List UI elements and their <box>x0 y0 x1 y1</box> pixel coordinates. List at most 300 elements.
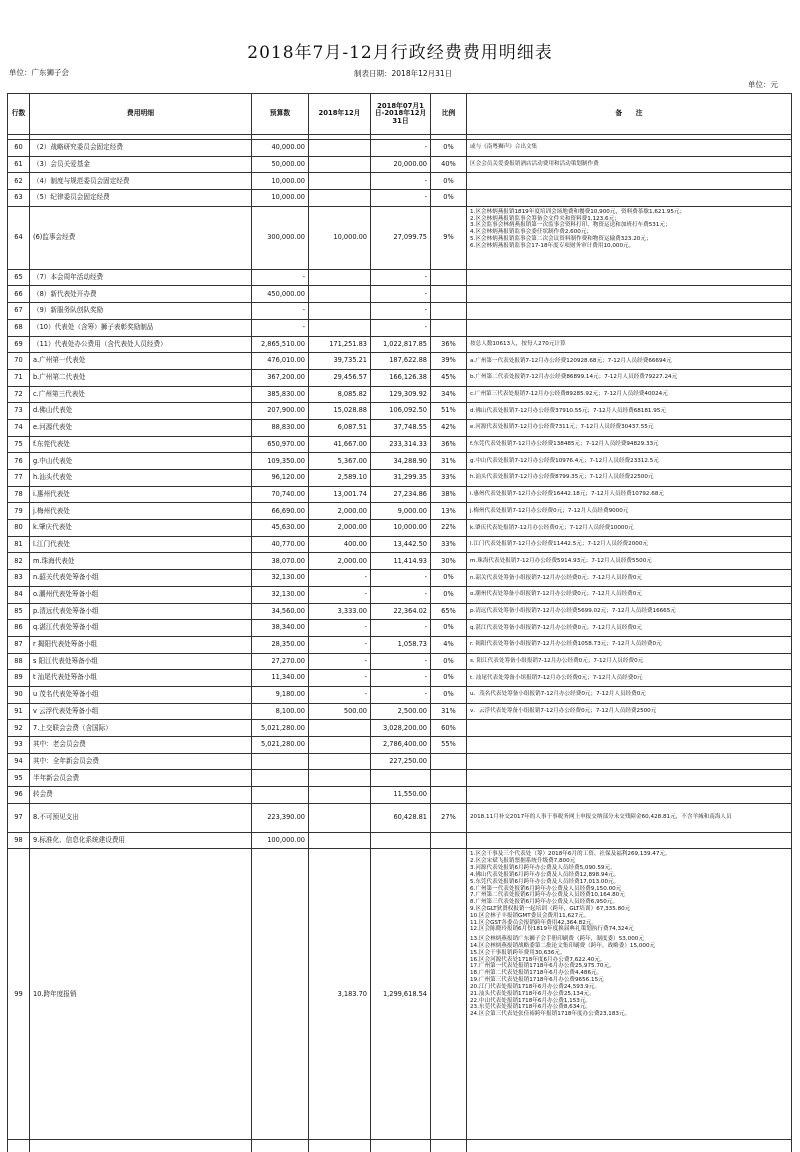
december-amount: 10,000.00 <box>309 206 371 269</box>
unit-label: 单位：广东狮子会 <box>9 67 69 78</box>
ratio: 45% <box>431 369 467 386</box>
expense-item: 7.上交联会会费（含国际） <box>30 720 252 737</box>
row-number: 95 <box>8 770 30 787</box>
remark-line: 4.区会林炳燕报销监事会委任状制作费2,600元； <box>470 229 788 236</box>
remark-line: 2018.11月补交2017年的人事干事税务网上申报交纳部分未交残障金60,428.81元，不含羊城和南海人员 <box>470 814 788 821</box>
header-remark: 备 注 <box>467 94 792 135</box>
december-amount: 8,085.82 <box>309 386 371 403</box>
remark-line: f.东莞代表处报销7-12月办公经费138485元；7-12月人员经费94829.33元 <box>470 441 788 448</box>
remark-line: 区会会员关爱委报销酒店活动费用和活动策划制作费 <box>470 161 788 168</box>
remark <box>467 620 792 637</box>
december-amount <box>309 190 371 207</box>
row-number: 63 <box>8 190 30 207</box>
expense-item: c.广州第三代表处 <box>30 386 252 403</box>
remark <box>467 269 792 286</box>
remark-line: g.中山代表处报销7-12月办公经费10976.4元；7-12月人员经费23312.5元 <box>470 458 788 465</box>
period-amount: 11,550.00 <box>371 787 431 804</box>
remark-line: 14.区会林炳燕报销战略委第二批论文集印刷费（跨年，战略委）15,000元 <box>470 943 788 950</box>
december-amount: 6,087.51 <box>309 419 371 436</box>
expense-item: h.汕头代表处 <box>30 470 252 487</box>
december-amount <box>309 140 371 157</box>
remark-line: e.河源代表处报销7-12月办公经费7311元；7-12月人员经费30437.55元 <box>470 424 788 431</box>
ratio: 40% <box>431 156 467 173</box>
remark-line: r. 揭阳代表处筹备小组报销7-12月办公经费1058.73元；7-12月人员经费0元 <box>470 641 788 648</box>
document-title: 2018年7月-12月行政经费费用明细表 <box>0 38 800 63</box>
period-amount: 20,000.00 <box>371 156 431 173</box>
budget-amount <box>252 849 309 1140</box>
expense-item: i.惠州代表处 <box>30 486 252 503</box>
period-amount: - <box>371 190 431 207</box>
remark <box>467 720 792 737</box>
remark <box>467 386 792 403</box>
ratio: 0% <box>431 586 467 603</box>
remark <box>467 787 792 804</box>
remark <box>467 686 792 703</box>
header-period: 2018年07月1日-2018年12月31日 <box>371 94 431 135</box>
budget-amount: - <box>252 269 309 286</box>
expense-item: n.韶关代表处筹备小组 <box>30 570 252 587</box>
table-row <box>8 553 792 570</box>
ratio <box>431 319 467 336</box>
expense-item: q.湛江代表处筹备小组 <box>30 620 252 637</box>
remark-line: b.广州第二代表处报销7-12月办公经费86899.14元；7-12月人员经费79227.24元 <box>470 374 788 381</box>
remark-line: 或与《南粤狮声》合出文集 <box>470 144 788 151</box>
row-number: 90 <box>8 686 30 703</box>
row-number: 89 <box>8 670 30 687</box>
row-number: 97 <box>8 803 30 832</box>
december-amount: 3,333.00 <box>309 603 371 620</box>
remark-line: v．云浮代表处筹备小组报销7-12月办公经费0元；7-12月人员经费2500元 <box>470 708 788 715</box>
ratio: 31% <box>431 703 467 720</box>
period-amount: - <box>371 653 431 670</box>
expense-item: l.江门代表处 <box>30 536 252 553</box>
table-row <box>8 503 792 520</box>
ratio: 0% <box>431 686 467 703</box>
remark <box>467 737 792 754</box>
row-number: 66 <box>8 286 30 303</box>
period-amount: - <box>371 570 431 587</box>
budget-amount: 109,350.00 <box>252 453 309 470</box>
remark <box>467 636 792 653</box>
budget-amount: 10,000.00 <box>252 190 309 207</box>
remark <box>467 832 792 849</box>
december-amount: - <box>309 636 371 653</box>
row-number: 73 <box>8 403 30 420</box>
row-number: 78 <box>8 486 30 503</box>
header-row <box>8 94 792 135</box>
budget-amount: 45,630.00 <box>252 520 309 537</box>
expense-item: (6)监事会经费 <box>30 206 252 269</box>
period-amount: - <box>371 303 431 320</box>
ratio: 0% <box>431 190 467 207</box>
december-amount: - <box>309 686 371 703</box>
row-number: 98 <box>8 832 30 849</box>
remark <box>467 849 792 1140</box>
row-number: 88 <box>8 653 30 670</box>
remark-line: 3.河源代表处报销6月跨年办公费及人员经费5,090.59元。 <box>470 865 788 872</box>
december-amount: 500.00 <box>309 703 371 720</box>
table-row <box>8 849 792 1140</box>
table-row <box>8 436 792 453</box>
row-number: 68 <box>8 319 30 336</box>
remark <box>467 419 792 436</box>
row-number: 69 <box>8 336 30 353</box>
budget-amount: 28,350.00 <box>252 636 309 653</box>
row-number: 76 <box>8 453 30 470</box>
remark <box>467 803 792 832</box>
remark <box>467 403 792 420</box>
remark <box>467 190 792 207</box>
remark-line: 19.广州第三代表处报销1718年6月办公费9656.15元 <box>470 977 788 984</box>
expense-item: （5）纪律委员会固定经费 <box>30 190 252 207</box>
expense-item: j.梅州代表处 <box>30 503 252 520</box>
remark <box>467 173 792 190</box>
ratio: 51% <box>431 403 467 420</box>
remark-line: a.广州第一代表处报销7-12月办公经费120928.68元；7-12月人员经费66694元 <box>470 358 788 365</box>
table-row <box>8 190 792 207</box>
ratio: 36% <box>431 436 467 453</box>
expense-item: e.河源代表处 <box>30 419 252 436</box>
december-amount <box>309 156 371 173</box>
table-row <box>8 286 792 303</box>
december-amount: 13,001.74 <box>309 486 371 503</box>
remark-line: 4.佛山代表处报销6月跨年办公费及人员经费12,898.94元。 <box>470 872 788 879</box>
period-amount: 37,748.55 <box>371 419 431 436</box>
expense-item: o.潮州代表处筹备小组 <box>30 586 252 603</box>
period-amount: - <box>371 173 431 190</box>
period-amount <box>371 770 431 787</box>
december-amount <box>309 303 371 320</box>
period-amount: 10,000.00 <box>371 520 431 537</box>
december-amount: 171,251.83 <box>309 336 371 353</box>
december-amount: - <box>309 670 371 687</box>
remark <box>467 586 792 603</box>
table-row <box>8 720 792 737</box>
ratio: 0% <box>431 140 467 157</box>
table-row <box>8 770 792 787</box>
expense-item: k.肇庆代表处 <box>30 520 252 537</box>
ratio: 9% <box>431 206 467 269</box>
table-row <box>8 603 792 620</box>
remark <box>467 670 792 687</box>
budget-amount: 66,690.00 <box>252 503 309 520</box>
remark-line: 2.区会宋斌飞报销票据系统升级费7,800元 <box>470 858 788 865</box>
december-amount: - <box>309 653 371 670</box>
row-number: 62 <box>8 173 30 190</box>
remark-line: i.惠州代表处报销7-12月办公经费16442.18元；7-12月人员经费10792.68元 <box>470 491 788 498</box>
december-amount: 3,183.70 <box>309 849 371 1140</box>
expense-item: 其中：老会员会费 <box>30 737 252 754</box>
expense-item: （11）代表处办公费用（含代表处人员经费） <box>30 336 252 353</box>
budget-amount: 5,021,280.00 <box>252 737 309 754</box>
budget-amount: 38,340.00 <box>252 620 309 637</box>
budget-amount: 40,770.00 <box>252 536 309 553</box>
period-amount: 60,428.81 <box>371 803 431 832</box>
december-amount <box>309 737 371 754</box>
budget-amount: 70,740.00 <box>252 486 309 503</box>
budget-amount <box>252 770 309 787</box>
expense-item: 转会费 <box>30 787 252 804</box>
table-row <box>8 620 792 637</box>
expense-item: f.东莞代表处 <box>30 436 252 453</box>
table-row <box>8 403 792 420</box>
december-amount: 39,735.21 <box>309 353 371 370</box>
table-row <box>8 832 792 849</box>
expense-item: 8.不可预见支出 <box>30 803 252 832</box>
budget-amount: 450,000.00 <box>252 286 309 303</box>
december-amount <box>309 770 371 787</box>
remark <box>467 369 792 386</box>
row-number: 77 <box>8 470 30 487</box>
remark-line: 20.江门代表处报销1718年6月办公费24,593.9元。 <box>470 984 788 991</box>
period-amount: 22,364.02 <box>371 603 431 620</box>
december-amount: 29,456.57 <box>309 369 371 386</box>
ratio: 0% <box>431 570 467 587</box>
remark-line: 24.区会第三代表处张佳裕跨年报销1718年度办公费23,183元。 <box>470 1011 788 1018</box>
budget-amount: 223,390.00 <box>252 803 309 832</box>
remark-line: 5.东莞代表处报销6月跨年办公费及人员经费17,013.00元。 <box>470 879 788 886</box>
ratio <box>431 269 467 286</box>
remark <box>467 140 792 157</box>
remark-line: 1.区会林炳燕报销1819年度培训会场地费和餐费10,900元，资料费茶歇1,621.95元； <box>470 209 788 216</box>
remark-line: h.汕头代表处报销7-12月办公经费8799.35元；7-12月人员经费22500元 <box>470 474 788 481</box>
december-amount: 5,367.00 <box>309 453 371 470</box>
table-row <box>8 173 792 190</box>
table-row <box>8 737 792 754</box>
ratio: 4% <box>431 636 467 653</box>
table-row <box>8 319 792 336</box>
period-amount: 166,126.38 <box>371 369 431 386</box>
budget-amount: 32,130.00 <box>252 570 309 587</box>
period-amount: - <box>371 670 431 687</box>
ratio: 31% <box>431 453 467 470</box>
expense-item: v 云浮代表处筹备小组 <box>30 703 252 720</box>
period-amount: 2,786,400.00 <box>371 737 431 754</box>
remark-line: 23.东莞代表处报销1718年6月办公费8,634元。 <box>470 1004 788 1011</box>
remark-line: 10.区会林子丰报销GMT委员会费用11,627元。 <box>470 913 788 920</box>
remark-line: n.韶关代表处筹备小组报销7-12月办公经费0元；7-12月人员经费0元 <box>470 575 788 582</box>
period-amount: 13,442.50 <box>371 536 431 553</box>
remark <box>467 319 792 336</box>
header-ratio: 比例 <box>431 94 467 135</box>
table-row <box>8 156 792 173</box>
expense-item: b.广州第二代表处 <box>30 369 252 386</box>
row-number: 92 <box>8 720 30 737</box>
row-number: 72 <box>8 386 30 403</box>
december-amount <box>309 173 371 190</box>
december-amount: 2,000.00 <box>309 553 371 570</box>
remark-line: c.广州第三代表处报销7-12月办公经费89285.92元；7-12月人员经费40024元 <box>470 391 788 398</box>
remark-line: 12.区会陈晓玲报销6月份1819年度换届典礼策划执行费74,324元 <box>470 926 788 933</box>
budget-amount: 207,900.00 <box>252 403 309 420</box>
remark-line: 21.汕头代表处报销1718年6月办公费25,134元。 <box>470 991 788 998</box>
row-number: 65 <box>8 269 30 286</box>
december-amount: - <box>309 570 371 587</box>
expense-item: 其中：全年新会员会费 <box>30 753 252 770</box>
expense-item: u 茂名代表处筹备小组 <box>30 686 252 703</box>
table-date: 制表日期：2018年12月31日 <box>354 68 452 79</box>
row-number: 75 <box>8 436 30 453</box>
expense-item: （8）新代表处开办费 <box>30 286 252 303</box>
period-amount: 34,288.90 <box>371 453 431 470</box>
period-amount: 1,299,618.54 <box>371 849 431 1140</box>
ratio <box>431 849 467 1140</box>
december-amount: 400.00 <box>309 536 371 553</box>
ratio <box>431 787 467 804</box>
expense-item: （10）代表处（含筹）狮子表彰奖励制品 <box>30 319 252 336</box>
remark <box>467 703 792 720</box>
row-number: 87 <box>8 636 30 653</box>
ratio: 38% <box>431 486 467 503</box>
period-amount: 1,058.73 <box>371 636 431 653</box>
december-amount <box>309 286 371 303</box>
period-amount: 9,000.00 <box>371 503 431 520</box>
december-amount <box>309 832 371 849</box>
row-number: 82 <box>8 553 30 570</box>
remark-line: 22.中山代表处报销1718年6月办公费1,153元。 <box>470 998 788 1005</box>
row-number: 96 <box>8 787 30 804</box>
row-number: 61 <box>8 156 30 173</box>
ratio <box>431 286 467 303</box>
ratio: 13% <box>431 503 467 520</box>
row-number: 64 <box>8 206 30 269</box>
expense-item: （2）战略研究委员会固定经费 <box>30 140 252 157</box>
expense-item: （4）制度与规范委员会固定经费 <box>30 173 252 190</box>
december-amount: - <box>309 620 371 637</box>
budget-amount: 38,070.00 <box>252 553 309 570</box>
period-amount: 31,299.35 <box>371 470 431 487</box>
period-amount: 233,314.33 <box>371 436 431 453</box>
table-row <box>8 803 792 832</box>
ratio <box>431 770 467 787</box>
remark-line: l.江门代表处报销7-12月办公经费11442.5元；7-12月人员经费2000元 <box>470 541 788 548</box>
ratio: 0% <box>431 670 467 687</box>
remark-line: t. 汕尾代表处筹备小组报销7-12月办公经费0元；7-12月人员经费0元 <box>470 675 788 682</box>
remark-line: 5.区会林炳燕报销监事会第二次会议资料制作费和物资运输费323.20元； <box>470 236 788 243</box>
remark-line: 2.区会林炳燕报销监事会筹备会文件夹和资料费1,123.6元； <box>470 216 788 223</box>
period-amount: 27,234.86 <box>371 486 431 503</box>
budget-amount: 50,000.00 <box>252 156 309 173</box>
remark-line: 11.区会GST各委员会报销跨年费用42,364.82元。 <box>470 920 788 927</box>
ratio: 36% <box>431 336 467 353</box>
remark-line: 6.区会林炳燕报销监事会17-18年度专项财务审计费用10,000元。 <box>470 243 788 250</box>
table-row <box>8 386 792 403</box>
header-row-number: 行数 <box>8 94 30 135</box>
period-amount: - <box>371 586 431 603</box>
row-number: 91 <box>8 703 30 720</box>
table-row <box>8 703 792 720</box>
remark-line: 17.广州第一代表处报销1718年6月办公费25,975.70元。 <box>470 963 788 970</box>
december-amount <box>309 753 371 770</box>
period-amount: 11,414.93 <box>371 553 431 570</box>
december-amount: 41,667.00 <box>309 436 371 453</box>
remark <box>467 653 792 670</box>
expense-item: d.佛山代表处 <box>30 403 252 420</box>
remark-line: 8.广州第三代表处报销6月跨年办公费及人员经费6,950元。 <box>470 899 788 906</box>
expense-item: （7）本会周年活动经费 <box>30 269 252 286</box>
budget-amount: 34,560.00 <box>252 603 309 620</box>
remark <box>467 536 792 553</box>
row-number: 99 <box>8 849 30 1140</box>
period-amount: 227,250.00 <box>371 753 431 770</box>
december-amount: 2,589.10 <box>309 470 371 487</box>
remark-line: 16.区会河源代表处1718年度6月办公费7,622.40元。 <box>470 957 788 964</box>
remark-line: 9.区会GLT狄贤权报销一起培训（跨年，GLT培训）67,335.80元 <box>470 906 788 913</box>
budget-amount: 2,865,510.00 <box>252 336 309 353</box>
period-amount: - <box>371 686 431 703</box>
ratio <box>431 753 467 770</box>
expense-item: （3）会员关爱基金 <box>30 156 252 173</box>
table-row <box>8 419 792 436</box>
budget-amount: 476,010.00 <box>252 353 309 370</box>
period-amount: - <box>371 269 431 286</box>
header-budget: 预算数 <box>252 94 309 135</box>
table-row <box>8 353 792 370</box>
row-number: 85 <box>8 603 30 620</box>
remark-line: 18.广州第二代表处报销1718年6月办公费4,486元。 <box>470 970 788 977</box>
expense-item: t 汕尾代表处筹备小组 <box>30 670 252 687</box>
expense-item: p.清远代表处筹备小组 <box>30 603 252 620</box>
budget-amount: 11,340.00 <box>252 670 309 687</box>
table-row <box>8 470 792 487</box>
remark-line: 1.区会干事及三个代表处（筹）2018年6月的工资、社保及福利269,139.47元。 <box>470 851 788 858</box>
row-number: 83 <box>8 570 30 587</box>
budget-amount: 650,970.00 <box>252 436 309 453</box>
remark <box>467 286 792 303</box>
december-amount <box>309 269 371 286</box>
budget-amount: 9,180.00 <box>252 686 309 703</box>
table-row <box>8 336 792 353</box>
expense-table <box>7 93 792 1152</box>
remark-line: 13.区会林炳燕报销广东狮子会手册印刷费（跨年，制度委）53,000元 <box>470 936 788 943</box>
remark-line: m.珠海代表处报销7-12月办公经费5914.93元；7-12月人员经费5500元 <box>470 558 788 565</box>
budget-amount: 10,000.00 <box>252 173 309 190</box>
table-row <box>8 636 792 653</box>
ratio: 0% <box>431 173 467 190</box>
row-number: 67 <box>8 303 30 320</box>
budget-amount: 40,000.00 <box>252 140 309 157</box>
table-row <box>8 269 792 286</box>
table-row <box>8 369 792 386</box>
remark <box>467 353 792 370</box>
table-row <box>8 520 792 537</box>
expense-item: 半年新会员会费 <box>30 770 252 787</box>
remark-line: q.湛江代表处筹备小组报销7-12月办公经费0元；7-12月人员经费0元 <box>470 625 788 632</box>
budget-amount <box>252 753 309 770</box>
period-amount: 129,309.92 <box>371 386 431 403</box>
budget-amount: 8,100.00 <box>252 703 309 720</box>
period-amount <box>371 832 431 849</box>
remark <box>467 436 792 453</box>
table-body <box>8 140 792 1152</box>
row-number: 79 <box>8 503 30 520</box>
table-row <box>8 303 792 320</box>
remark <box>467 770 792 787</box>
row-number: 93 <box>8 737 30 754</box>
remark-line: p.清远代表处筹备小组报销7-12月办公经费5699.02元；7-12月人员经费16665元 <box>470 608 788 615</box>
period-amount: 3,028,200.00 <box>371 720 431 737</box>
expense-item: 10.跨年度报销 <box>30 849 252 1140</box>
budget-amount: 88,830.00 <box>252 419 309 436</box>
expense-item: s 阳江代表处筹备小组 <box>30 653 252 670</box>
remark-line: 7.广州第二代表处报销6月跨年办公费及人员经费10,164.80元 <box>470 892 788 899</box>
ratio <box>431 303 467 320</box>
remark <box>467 453 792 470</box>
budget-amount: 385,830.00 <box>252 386 309 403</box>
row-spacer <box>8 1140 792 1152</box>
december-amount <box>309 319 371 336</box>
budget-amount: 5,021,280.00 <box>252 720 309 737</box>
